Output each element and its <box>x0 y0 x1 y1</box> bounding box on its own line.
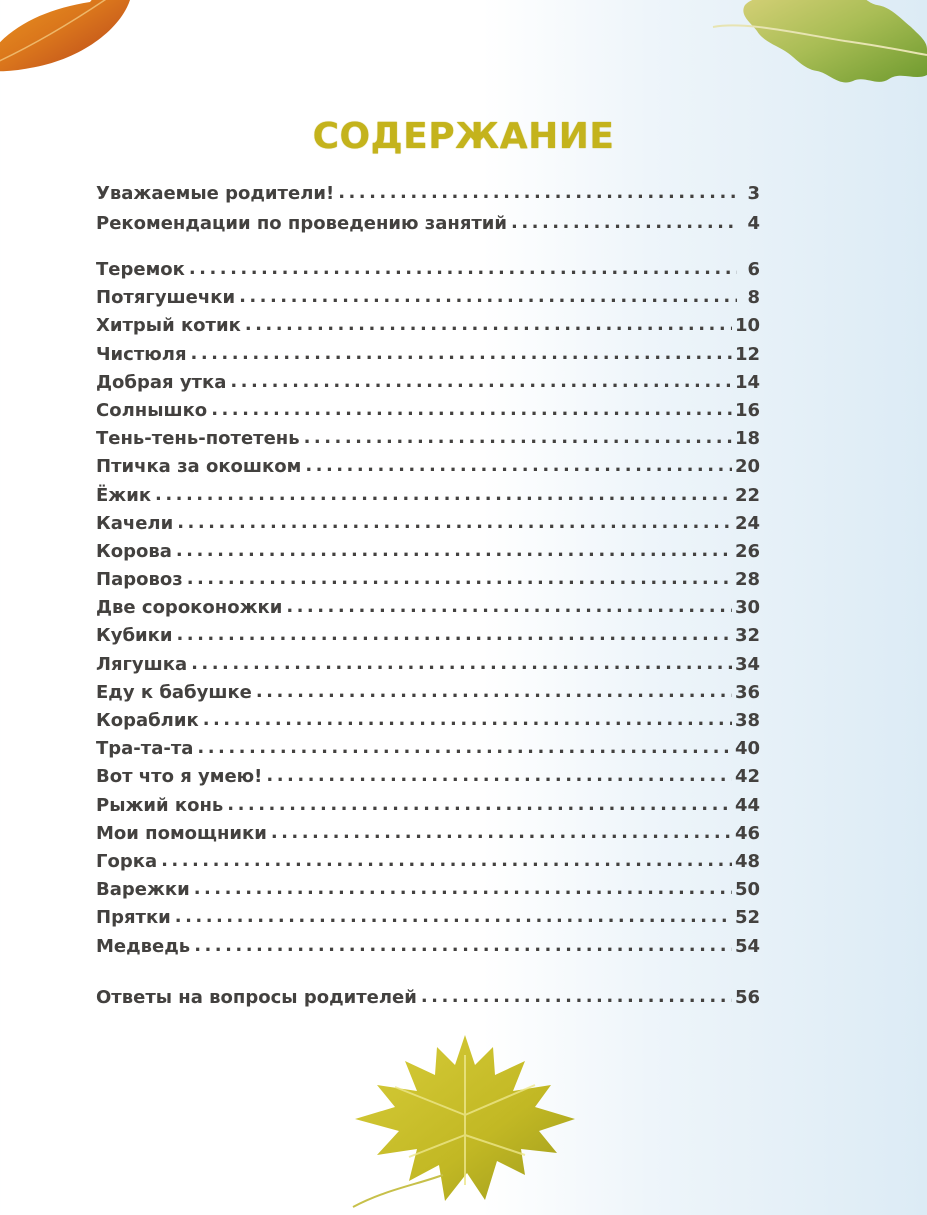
toc-entry-page: 20 <box>734 456 760 478</box>
toc-entry[interactable] <box>96 933 760 961</box>
toc-entry-title: Теремок <box>96 259 185 280</box>
toc-entry[interactable] <box>96 904 760 932</box>
toc-entry[interactable] <box>96 369 760 397</box>
toc-entry-title: Потягушечки <box>96 287 236 309</box>
toc-entry-page: 8 <box>747 287 760 309</box>
toc-entry-title: Рекомендации по проведению занятий <box>96 213 508 234</box>
dot-leader <box>338 178 737 208</box>
toc-entry-page: 36 <box>734 681 760 703</box>
toc-entry[interactable] <box>96 679 760 707</box>
dot-leader <box>175 903 732 931</box>
toc-entry[interactable] <box>96 453 760 481</box>
toc-entry-page: 34 <box>734 653 760 675</box>
dot-leader <box>189 255 737 283</box>
toc-entry[interactable] <box>96 538 760 566</box>
toc-entry-page: 30 <box>734 597 760 619</box>
toc-chapter-list <box>96 256 760 961</box>
toc-entry-page: 3 <box>747 183 760 204</box>
toc-entry[interactable] <box>96 735 760 763</box>
dot-leader <box>203 706 732 734</box>
dot-leader <box>197 734 732 762</box>
toc-entry-title: Варежки <box>96 879 190 901</box>
dot-leader <box>304 424 732 452</box>
maple-leaf-icon <box>325 1025 605 1215</box>
toc-closing-list <box>96 984 760 1012</box>
toc-entry-title: Солнышко <box>96 399 208 421</box>
toc-entry-title: Уважаемые родители! <box>96 183 335 204</box>
toc-entry-title: Вот что я умею! <box>96 766 263 788</box>
toc-entry-page: 54 <box>734 935 760 957</box>
toc-entry-title: Горка <box>96 850 158 872</box>
toc-entry-title: Кораблик <box>96 710 199 731</box>
toc-entry-title: Рыжий конь <box>96 794 224 816</box>
toc-entry[interactable] <box>96 256 760 284</box>
toc-entry-page: 12 <box>734 343 760 365</box>
dot-leader <box>227 791 732 819</box>
dot-leader <box>230 368 732 396</box>
toc-entry-title: Две сороконожки <box>96 597 283 619</box>
toc-entry-title: Добрая утка <box>96 371 227 393</box>
toc-entry-title: Мои помощники <box>96 822 267 844</box>
toc-entry[interactable] <box>96 820 760 848</box>
toc-entry-title: Ёжик <box>96 484 152 506</box>
toc-entry-title: Лягушка <box>96 653 188 675</box>
toc-entry-page: 6 <box>747 259 760 280</box>
toc-entry-page: 32 <box>734 625 760 647</box>
toc-entry-title: Еду к бабушке <box>96 681 252 703</box>
dot-leader <box>286 593 732 621</box>
toc-entry-page: 38 <box>734 710 760 731</box>
toc-entry-page: 26 <box>734 540 760 562</box>
dot-leader <box>305 452 732 480</box>
toc-entry-page: 44 <box>734 794 760 816</box>
toc-entry-page: 46 <box>734 822 760 844</box>
dot-leader <box>176 621 731 649</box>
dot-leader <box>176 537 732 565</box>
dot-leader <box>256 678 732 706</box>
toc-entry-page: 42 <box>734 766 760 788</box>
orange-leaf-icon <box>0 0 140 80</box>
toc-intro-list <box>96 179 760 239</box>
toc-entry[interactable] <box>96 482 760 510</box>
toc-entry-title: Кубики <box>96 625 173 647</box>
toc-entry-page: 50 <box>734 879 760 901</box>
toc-entry[interactable] <box>96 209 760 239</box>
toc-entry-title: Ответы на вопросы родителей <box>96 987 417 1008</box>
toc-entry[interactable] <box>96 707 760 735</box>
toc-entry-title: Чистюля <box>96 343 187 365</box>
toc-entry[interactable] <box>96 425 760 453</box>
toc-entry[interactable] <box>96 566 760 594</box>
toc-entry-page: 52 <box>734 907 760 929</box>
toc-entry[interactable] <box>96 284 760 312</box>
dot-leader <box>161 847 732 875</box>
toc-entry-title: Паровоз <box>96 569 183 591</box>
dot-leader <box>194 875 732 903</box>
toc-entry[interactable] <box>96 792 760 820</box>
toc-entry[interactable] <box>96 984 760 1012</box>
dot-leader <box>245 311 732 339</box>
dot-leader <box>191 650 732 678</box>
toc-entry-title: Корова <box>96 540 172 562</box>
dot-leader <box>194 932 732 960</box>
toc-entry-page: 24 <box>734 512 760 534</box>
toc-entry-page: 16 <box>734 399 760 421</box>
toc-entry-page: 40 <box>734 738 760 760</box>
toc-entry-page: 4 <box>747 213 760 234</box>
toc-entry[interactable] <box>96 312 760 340</box>
dot-leader <box>187 565 732 593</box>
dot-leader <box>155 481 732 509</box>
toc-entry[interactable] <box>96 341 760 369</box>
toc-entry[interactable] <box>96 510 760 538</box>
dot-leader <box>191 340 732 368</box>
toc-entry-title: Тра-та-та <box>96 738 194 760</box>
toc-entry-title: Медведь <box>96 935 191 957</box>
toc-entry[interactable] <box>96 876 760 904</box>
oak-leaf-icon <box>705 0 927 100</box>
toc-entry[interactable] <box>96 397 760 425</box>
page-title: СОДЕРЖАНИЕ <box>312 116 615 158</box>
dot-leader <box>271 819 732 847</box>
dot-leader <box>211 396 732 424</box>
dot-leader <box>239 283 737 311</box>
toc-entry-page: 18 <box>734 428 760 450</box>
dot-leader <box>511 208 737 238</box>
dot-leader <box>266 762 732 790</box>
toc-entry[interactable] <box>96 763 760 791</box>
toc-entry[interactable] <box>96 622 760 650</box>
toc-entry-page: 22 <box>734 484 760 506</box>
dot-leader <box>421 983 732 1011</box>
toc-entry-page: 56 <box>734 987 760 1008</box>
toc-entry-page: 28 <box>734 569 760 591</box>
toc-entry-title: Хитрый котик <box>96 315 241 337</box>
dot-leader <box>177 509 732 537</box>
toc-entry[interactable] <box>96 848 760 876</box>
toc-entry-page: 48 <box>734 850 760 872</box>
toc-entry-page: 10 <box>734 315 760 337</box>
toc-entry-title: Качели <box>96 512 174 534</box>
toc-entry[interactable] <box>96 594 760 622</box>
toc-entry[interactable] <box>96 651 760 679</box>
toc-entry-title: Прятки <box>96 907 171 929</box>
toc-entry-page: 14 <box>734 371 760 393</box>
toc-entry-title: Тень-тень-потетень <box>96 428 300 450</box>
toc-entry-title: Птичка за окошком <box>96 456 302 478</box>
toc-entry[interactable] <box>96 179 760 209</box>
